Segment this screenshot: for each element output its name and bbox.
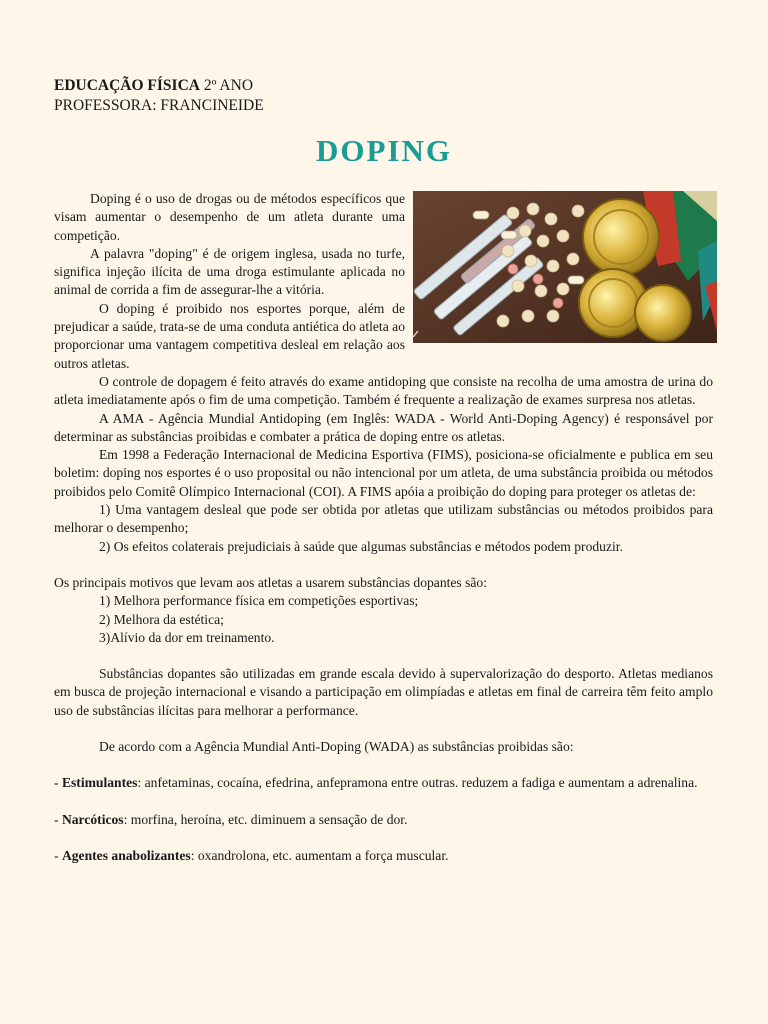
substance-description: : oxandrolona, etc. aumentam a força muscular. (190, 847, 449, 863)
substance-name: Narcóticos (61, 811, 124, 827)
spacer (54, 720, 713, 738)
list-item: 1) Uma vantagem desleal que pode ser obtida por atletas que utilizam substâncias ou métodos proibidos para melhorar o desempenho; (54, 502, 713, 536)
substance-stimulants (54, 774, 713, 792)
paragraph-origin: A palavra "doping" é de origem inglesa, usada no turfe, significa injeção ilícita de uma droga estimulante aplicada no animal de corrida a fim de assegurar-lhe a vitória. (54, 245, 405, 298)
paragraph-wada-list: De acordo com a Agência Mundial Anti-Doping (WADA) as substâncias proibidas são: (99, 739, 574, 755)
dash: - (54, 775, 62, 791)
substance-narcotics (54, 811, 713, 829)
grade-label: 2º ANO (199, 77, 254, 94)
paragraph-ama: A AMA - Agência Mundial Antidoping (em Inglês: WADA - World Anti-Doping Agency) é responsável por determinar as substâncias proibidas e combater a prática de doping entre os atletas. (54, 410, 713, 444)
list-item: 3)Alívio da dor em treinamento. (99, 629, 275, 645)
substance-anabolic (54, 847, 713, 865)
dash: - (54, 847, 62, 863)
substance-name: Estimulantes (61, 775, 138, 791)
list-item: 2) Melhora da estética; (99, 611, 224, 627)
subject-name: EDUCAÇÃO FÍSICA (54, 77, 200, 94)
spacer (54, 647, 713, 665)
paragraph-control: O controle de dopagem é feito através do exame antidoping que consiste na recolha de uma amostra de urina do atleta imediatamente após o fim de uma competição. Também é frequente a realização de exames surpresa nos atletas. (54, 373, 713, 408)
spacer (54, 556, 713, 574)
motives-intro: Os principais motivos que levam aos atletas a usarem substâncias dopantes são: (54, 574, 488, 590)
paragraph-definition: Doping é o uso de drogas ou de métodos específicos que visam aumentar o desempenho de um atleta durante uma competição. (54, 191, 405, 243)
page-title: DOPING (316, 133, 452, 168)
spacer (54, 756, 713, 774)
document-header (54, 76, 264, 116)
dash: - (54, 811, 62, 827)
paragraph-prohibition: O doping é proibido nos esportes porque, além de prejudicar a saúde, trata-se de uma conduta antiética do atleta ao proporcionar uma vantagem competitiva desleal em relação aos outros atletas. (54, 300, 405, 371)
substance-description: : anfetaminas, cocaína, efedrina, anfepramona entre outras. reduzem a fadiga e aumentam a adrenalina. (137, 775, 698, 791)
substance-description: : morfina, heroína, etc. diminuem a sensação de dor. (123, 811, 408, 827)
substance-name: Agentes anabolizantes (61, 847, 191, 863)
teacher-line: PROFESSORA: FRANCINEIDE (54, 97, 264, 114)
subject-line (54, 76, 264, 96)
list-item: 2) Os efeitos colaterais prejudiciais à saúde que algumas substâncias e métodos podem produzir. (99, 538, 623, 554)
spacer (54, 829, 713, 847)
list-item: 1) Melhora performance física em competições esportivas; (99, 593, 419, 609)
image-spacer (405, 190, 713, 350)
spacer (54, 793, 713, 811)
paragraph-fims: Em 1998 a Federação Internacional de Medicina Esportiva (FIMS), posiciona-se oficialmente e publica em seu boletim: doping nos esportes é o uso proposital ou não intencional por um atleta, de uma substância proibida ou métodos proibidos pelo Comitê Olímpico Internacional (COI). A FIMS apóia a proibição do doping para proteger os atletas de: (54, 447, 713, 499)
document-body (54, 190, 713, 865)
paragraph-overvaluation: Substâncias dopantes são utilizadas em grande escala devido à supervalorização do desporto. Atletas medianos em busca de projeção internacional e visando a participação em olimpíadas e atletas em final de carreira têm feito amplo uso de substâncias ilícitas para melhorar a performance. (54, 666, 713, 718)
